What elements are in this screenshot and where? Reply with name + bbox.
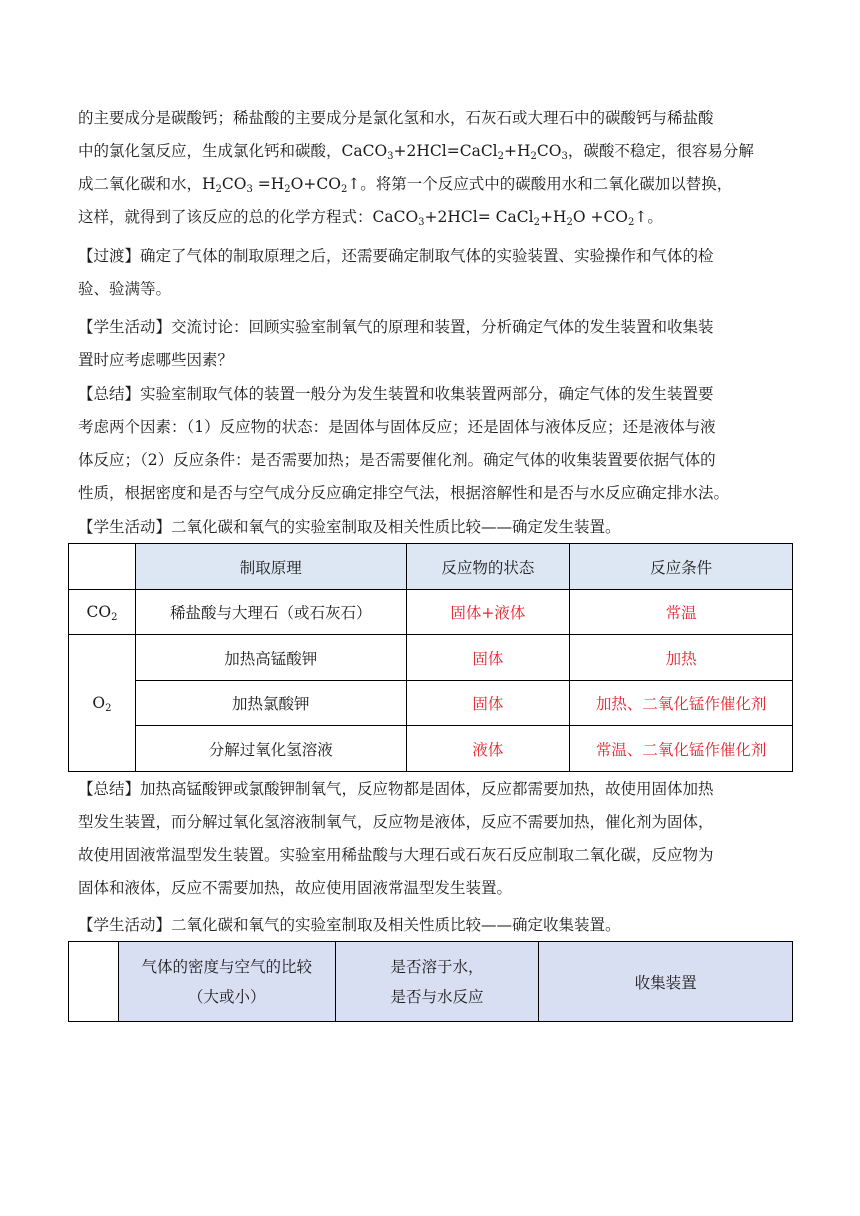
o2-condition-2: 加热、二氧化锰作催化剂 (570, 681, 793, 726)
text-line: 体反应；（2）反应条件：是否需要加热；是否需要催化剂。确定气体的收集装置要依据气体的 (78, 451, 716, 469)
header-blank-cell (69, 942, 119, 1022)
table-row-o2-1 (69, 635, 793, 681)
text-line: 中的氯化氢反应，生成氯化钙和碳酸，$CaCO_3+2HCl=CaCl_2+H_2CO_3$，碳酸不稳定，很容易分解 (78, 142, 754, 162)
header-reactant-state: 反应物的状态 (406, 544, 570, 590)
paragraph-reaction-explanation (78, 102, 783, 234)
header-collection-apparatus: 收集装置 (539, 942, 793, 1022)
text-line: 【学生活动】二氧化碳和氧气的实验室制取及相关性质比较——确定发生装置。 (78, 518, 621, 536)
o2-principle-3: 分解过氧化氢溶液 (135, 726, 406, 772)
text-line: 【学生活动】交流讨论：回顾实验室制氧气的原理和装置，分析确定气体的发生装置和收集装 (78, 318, 714, 336)
o2-condition-1: 加热 (570, 635, 793, 681)
co2-principle: 稀盐酸与大理石（或石灰石） (135, 590, 406, 635)
table-row-co2 (69, 590, 793, 635)
o2-state-1: 固体 (406, 635, 570, 681)
co2-state: 固体+液体 (406, 590, 570, 635)
co2-condition: 常温 (570, 590, 793, 635)
gas-label-co2: $CO_2$ (69, 590, 136, 635)
o2-condition-3: 常温、二氧化锰作催化剂 (570, 726, 793, 772)
text-line: 型发生装置，而分解过氧化氢溶液制氧气，反应物是液体，反应不需要加热，催化剂为固体， (78, 813, 714, 831)
text-line: 的主要成分是碳酸钙；稀盐酸的主要成分是氯化氢和水，石灰石或大理石中的碳酸钙与稀盐酸 (78, 109, 714, 127)
o2-state-3: 液体 (406, 726, 570, 772)
generator-comparison-table (68, 543, 793, 772)
collector-comparison-table (68, 941, 793, 1022)
paragraph-activity-generator (78, 511, 783, 544)
text-line: 性质，根据密度和是否与空气成分反应确定排空气法，根据溶解性和是否与水反应确定排水法。 (78, 484, 730, 502)
text-line: 【总结】实验室制取气体的装置一般分为发生装置和收集装置两部分，确定气体的发生装置要 (78, 385, 714, 403)
text-line: 故使用固液常温型发生装置。实验室用稀盐酸与大理石或石灰石反应制取二氧化碳，反应物为 (78, 846, 714, 864)
o2-state-2: 固体 (406, 681, 570, 726)
table-row-o2-2 (69, 681, 793, 726)
paragraph-summary-generator (78, 773, 783, 905)
header-density-comparison: 气体的密度与空气的比较 （大或小） (118, 942, 335, 1022)
gas-label-o2: $O_2$ (69, 635, 136, 772)
text-line: 【过渡】确定了气体的制取原理之后，还需要确定制取气体的实验装置、实验操作和气体的检 (78, 247, 714, 265)
text-line: 验、验满等。 (78, 280, 172, 298)
paragraph-activity-collector (78, 909, 783, 942)
table-header-row (69, 544, 793, 590)
text-line: 成二氧化碳和水，$H_2CO_3$ $=H_2O+CO_2↑$。将第一个反应式中的碳酸用水和二氧化碳加以替换， (78, 175, 733, 195)
header-water-solubility: 是否溶于水， 是否与水反应 (335, 942, 539, 1022)
header-blank-cell (69, 544, 136, 590)
text-line: 【学生活动】二氧化碳和氧气的实验室制取及相关性质比较——确定收集装置。 (78, 916, 621, 934)
o2-principle-1: 加热高锰酸钾 (135, 635, 406, 681)
header-reaction-condition: 反应条件 (570, 544, 793, 590)
table-row-o2-3 (69, 726, 793, 772)
paragraph-student-activity-discussion (78, 311, 783, 377)
o2-principle-2: 加热氯酸钾 (135, 681, 406, 726)
text-line: 固体和液体，反应不需要加热，故应使用固液常温型发生装置。 (78, 879, 513, 897)
header-principle: 制取原理 (135, 544, 406, 590)
text-line: 置时应考虑哪些因素？ (78, 351, 234, 369)
paragraph-summary-apparatus (78, 378, 783, 510)
table-header-row (69, 942, 793, 1022)
text-line: 考虑两个因素：（1）反应物的状态：是固体与固体反应；还是固体与液体反应；还是液体与液 (78, 418, 716, 436)
text-line: 【总结】加热高锰酸钾或氯酸钾制氧气，反应物都是固体，反应都需要加热，故使用固体加热 (78, 780, 714, 798)
paragraph-transition (78, 240, 783, 306)
text-line: 这样，就得到了该反应的总的化学方程式：CaCO$_3$+2HCl= $CaCl_2+H_2O$ $+CO_2↑$。 (78, 208, 663, 228)
